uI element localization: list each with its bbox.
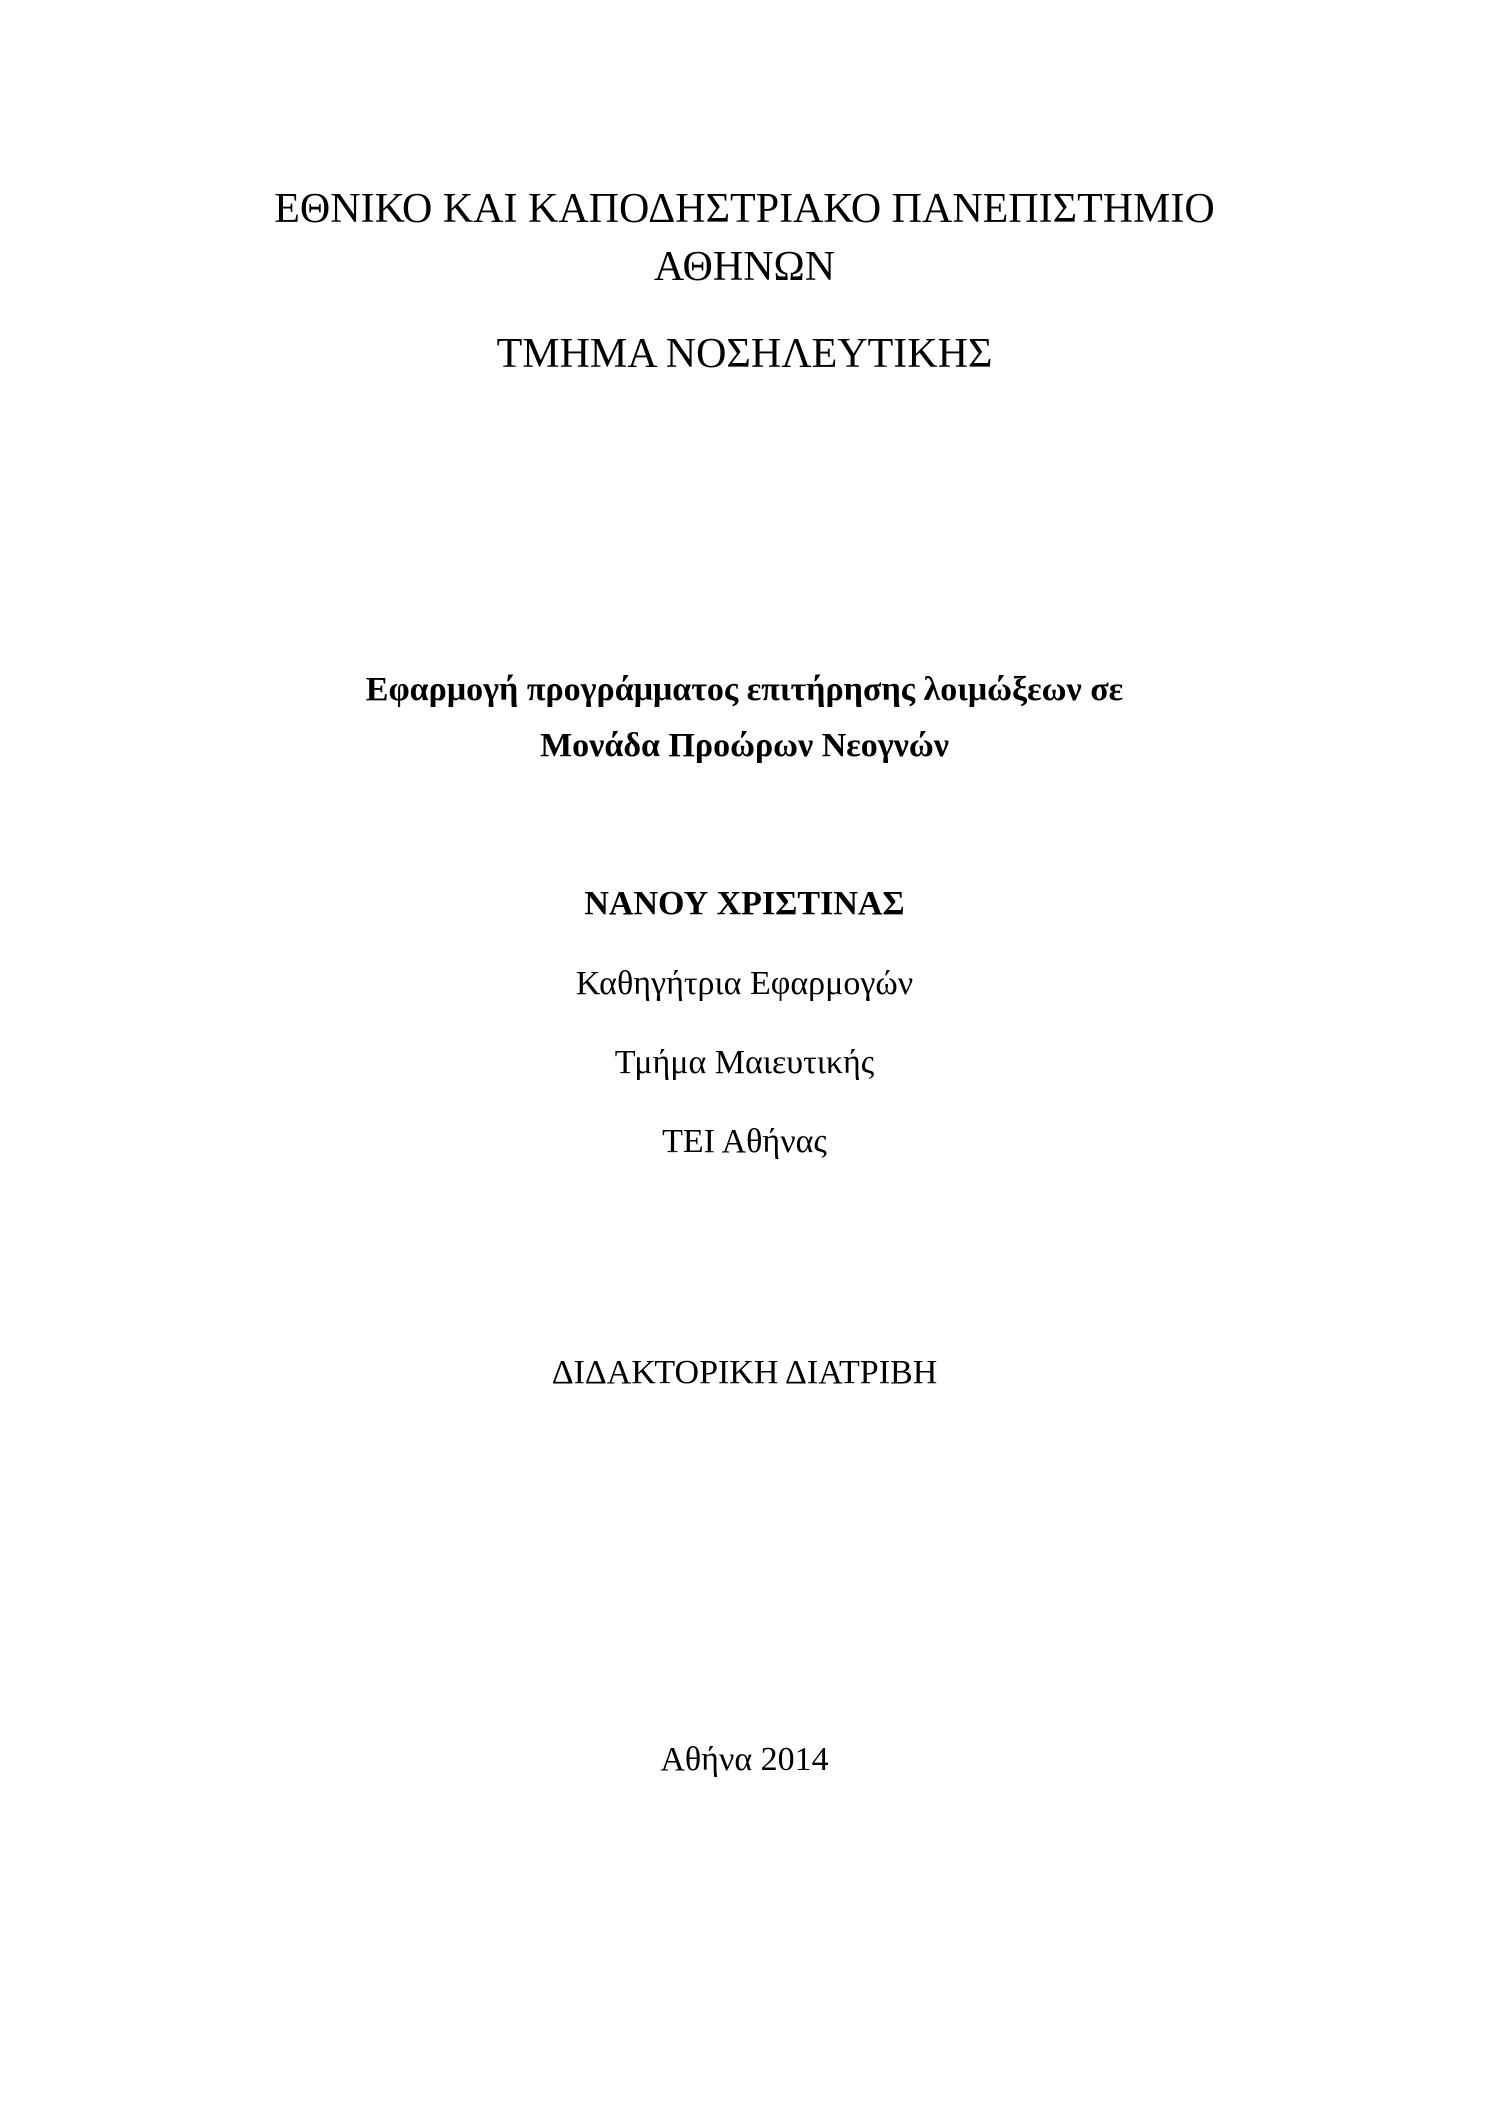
author-institution: ΤΕΙ Αθήνας [662, 1123, 827, 1160]
department-name: ΤΜΗΜΑ ΝΟΣΗΛΕΥΤΙΚΗΣ [496, 331, 993, 377]
university-name-line-1: ΕΘΝΙΚΟ ΚΑΙ ΚΑΠΟΔΗΣΤΡΙΑΚΟ ΠΑΝΕΠΙΣΤΗΜΙΟ [274, 186, 1215, 232]
thesis-title-line-2: Μονάδα Προώρων Νεογνών [540, 727, 949, 764]
document-type: ΔΙΔΑΚΤΟΡΙΚΗ ΔΙΑΤΡΙΒΗ [551, 1354, 938, 1391]
university-name-line-2: ΑΘΗΝΩΝ [653, 244, 836, 290]
author-unit: Τμήμα Μαιευτικής [614, 1044, 875, 1081]
place-and-year: Αθήνα 2014 [660, 1741, 829, 1778]
thesis-title-line-1: Εφαρμογή προγράμματος επιτήρησης λοιμώξεων σε [365, 671, 1124, 708]
author-role: Καθηγήτρια Εφαρμογών [575, 965, 914, 1002]
author-name: ΝΑΝΟΥ ΧΡΙΣΤΙΝΑΣ [584, 885, 905, 922]
